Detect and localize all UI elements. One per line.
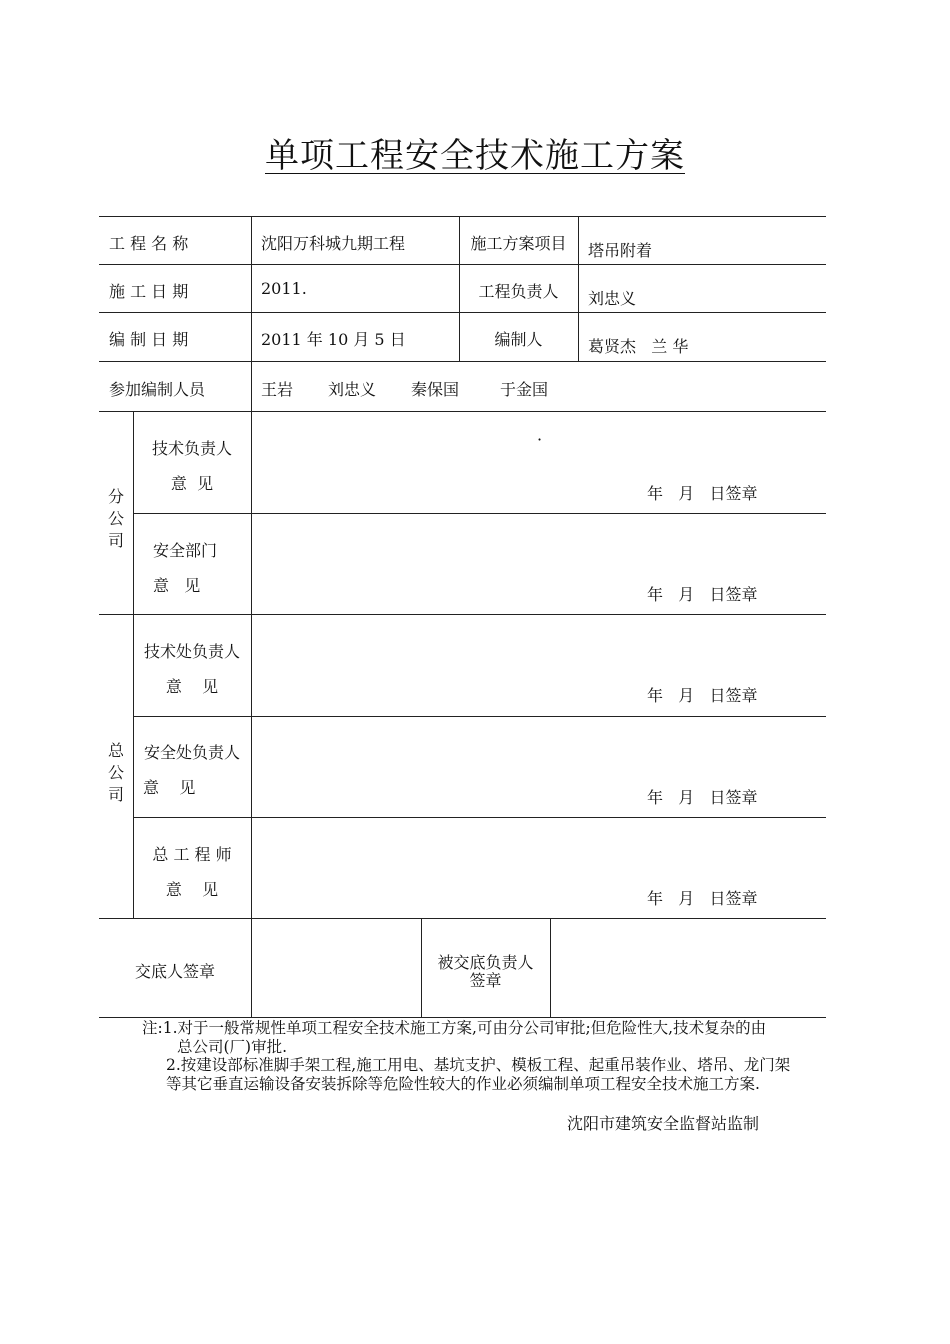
participant-name: 秦保国 [411,380,460,399]
note-1: 注:1.对于一般常规性单项工程安全技术施工方案,可由分公司审批;但危险性大,技术复杂的由 [142,1019,767,1037]
plan-item-label: 施工方案项目 [470,234,567,253]
plan-item-value: 塔吊附着 [588,241,653,260]
rule [550,918,551,1017]
handover-giver-label: 交底人签章 [135,962,216,981]
note-1: 总公司(厂)审批. [177,1038,288,1056]
head-safety-dept-label: 意 见 [143,778,196,797]
participant-name: 王岩 [261,380,294,399]
engineer-value: 刘忠义 [588,289,637,308]
rule [133,716,826,717]
participant-name: 于金国 [500,380,549,399]
sign-date: 年 月 日签章 [647,686,758,705]
sign-date: 年 月 日签章 [647,484,758,503]
head-office-label: 总 公 司 [107,741,124,804]
project-name-value: 沈阳万科城九期工程 [261,234,406,253]
rule [99,312,826,313]
handover-receiver-label: 签章 [469,971,502,990]
rule [578,216,579,361]
branch-tech-head-label: 意 见 [170,474,214,493]
rule [133,817,826,818]
document-title: 单项工程安全技术施工方案 [265,136,685,176]
compiler-value: 葛贤杰 兰 华 [588,337,689,356]
rule [99,361,826,362]
engineer-label: 工程负责人 [478,282,559,301]
head-tech-dept-label: 意 见 [165,677,219,696]
note-2: 2.按建设部标准脚手架工程,施工用电、基坑支护、模板工程、起重吊装作业、塔吊、龙门架 [166,1056,791,1074]
stray-dot: · [537,430,543,449]
head-tech-dept-label: 技术处负责人 [143,642,240,661]
participant-name: 刘忠义 [328,380,377,399]
sign-date: 年 月 日签章 [647,788,758,807]
construction-date-value: 2011. [261,279,307,298]
project-name-label: 工 程 名 称 [109,234,189,253]
rule [99,411,826,412]
sign-date: 年 月 日签章 [647,585,758,604]
footer-issuer: 沈阳市建筑安全监督站监制 [567,1114,760,1133]
head-safety-dept-label: 安全处负责人 [143,743,240,762]
rule [99,918,826,919]
chief-engineer-label: 总 工 程 师 [152,845,232,864]
compile-date-value: 2011 年 10 月 5 日 [261,330,406,349]
sign-date: 年 月 日签章 [647,889,758,908]
rule [99,1017,826,1018]
chief-engineer-label: 意 见 [165,880,219,899]
construction-date-label: 施 工 日 期 [109,282,189,301]
rule [99,216,826,217]
compile-date-label: 编 制 日 期 [109,330,189,349]
rule [99,264,826,265]
compiler-label: 编制人 [494,330,543,349]
branch-tech-head-label: 技术负责人 [151,439,232,458]
branch-safety-dept-label: 意 见 [153,576,201,595]
rule [133,513,826,514]
note-2: 等其它垂直运输设备安装拆除等危险性较大的作业必须编制单项工程安全技术施工方案. [166,1075,760,1093]
participants-label: 参加编制人员 [109,380,206,399]
branch-company-label: 分 公 司 [107,487,124,550]
handover-receiver-label: 被交底负责人 [437,953,534,972]
branch-safety-dept-label: 安全部门 [153,541,218,560]
rule [99,614,826,615]
rule [251,216,252,1017]
